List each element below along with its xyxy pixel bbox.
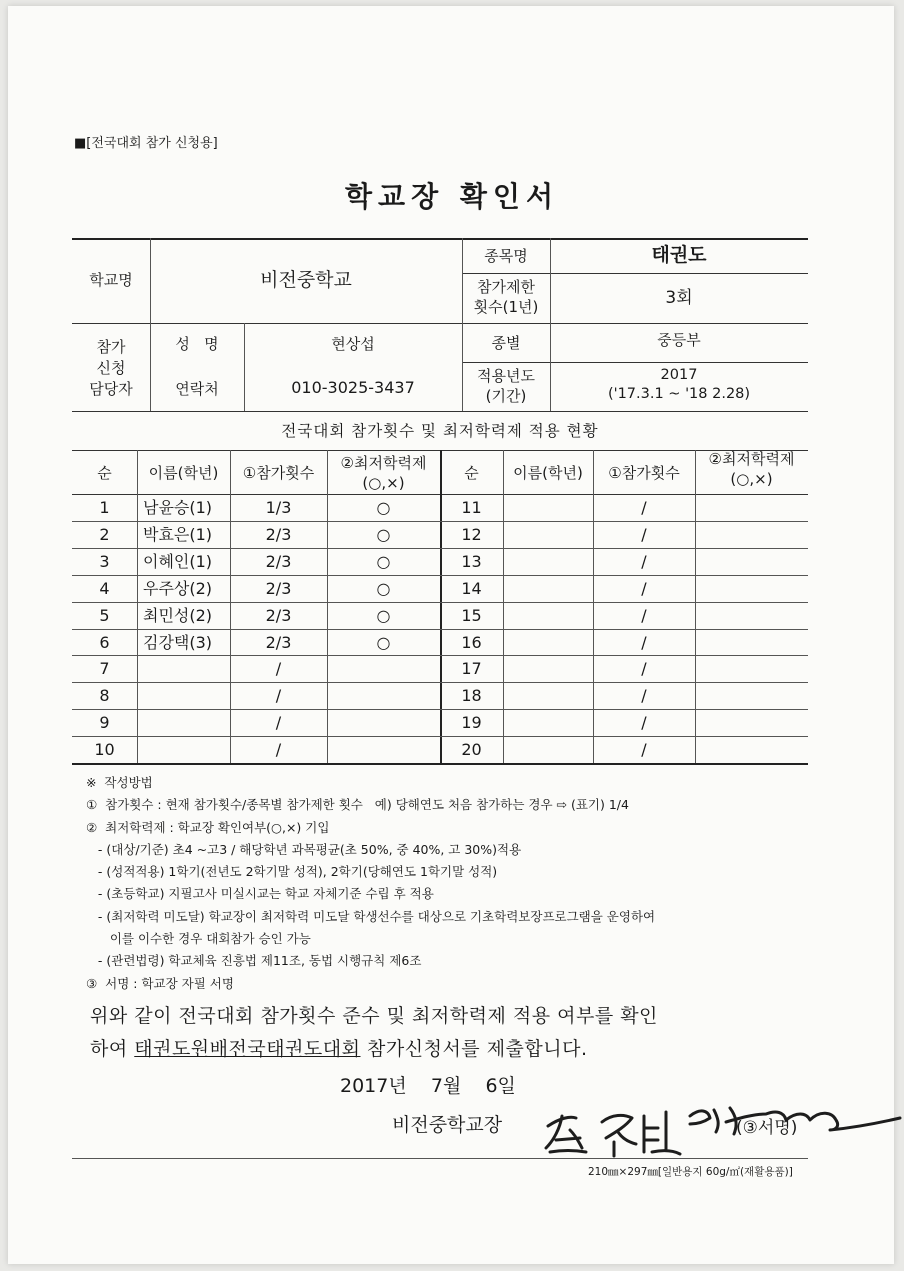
row-student-name: 박효은(1) [143,525,213,544]
note-line: - (성적적용) 1학기(전년도 2학기말 성적), 2학기(당해연도 1학기말 성적) [86,864,498,880]
row-participation-count: 2/3 [265,606,292,625]
row-student-name: 남윤승(1) [143,498,213,517]
submission-date: 2017년 7월 6일 [340,1075,516,1097]
row-participation-count: 2/3 [265,525,292,544]
row-divider [72,629,808,630]
row-participation-count: 2/3 [265,552,292,571]
row-participation-count-2: / [641,633,647,652]
row-number: 5 [99,606,110,625]
row-number: 7 [99,659,110,678]
statement-suffix: 참가신청서를 제출합니다. [360,1038,588,1060]
row-number: 1 [99,498,110,517]
row-divider [72,521,808,522]
year-label: 적용년도 (기간) [477,367,535,405]
name-label: 성 명 [175,335,219,353]
header-name: 이름(학년) [148,464,219,482]
row-participation-count: 2/3 [265,579,292,598]
row-number: 3 [99,552,110,571]
row-number-2: 11 [461,498,482,517]
row-participation-count-2: / [641,552,647,571]
category-value: 중등부 [657,331,701,349]
contact-value: 010-3025-3437 [291,378,415,397]
row-number-2: 20 [461,740,482,759]
row-student-name: 김강택(3) [143,633,213,652]
row-participation-count-2: / [641,686,647,705]
handwritten-signature [540,1088,904,1160]
note-line: ※ 작성방법 [86,775,153,790]
row-grade-rule-mark: ○ [376,498,391,517]
sport-value: 태권도 [651,244,707,266]
row-participation-count: / [275,713,282,732]
row-number-2: 18 [461,686,482,705]
document-title: 학교장 확인서 [344,180,560,213]
header-grade-rule-2: ②최저학력제 (○,×) [708,450,795,488]
header-count: ①참가횟수 [242,464,315,482]
row-number: 9 [99,713,110,732]
row-divider [72,602,808,603]
row-divider [72,548,808,549]
row-student-name: 최민성(2) [143,606,213,625]
paper-spec-footer: 210㎜×297㎜[일반용지 60g/㎡(재활용품)] [588,1166,793,1178]
row-divider [72,575,808,576]
note-line: - (최저학력 미도달) 학교장이 최저학력 미도달 학생선수를 대상으로 기초학력보장프로그램을 운영하여 [86,908,656,924]
row-grade-rule-mark: ○ [376,606,391,625]
row-number: 8 [99,686,110,705]
row-grade-rule-mark: ○ [376,552,391,571]
row-number-2: 15 [461,606,482,625]
note-line: - (관련법령) 학교체육 진흥법 제11조, 동법 시행규칙 제6조 [86,953,422,969]
limit-label: 참가제한 횟수(1년) [473,278,539,316]
row-number: 10 [94,740,115,759]
row-participation-count: 1/3 [265,498,292,517]
year-value: 2017 ('17.3.1 ~ '18 2.28) [607,367,751,402]
footer-rule [72,1158,808,1159]
header-grade-rule: ②최저학력제 (○,×) [340,454,427,492]
row-number-2: 19 [461,713,482,732]
row-participation-count: / [275,740,282,759]
participation-table-title: 전국대회 참가횟수 및 최저학력제 적용 현황 [281,422,599,440]
contact-label: 연락처 [175,380,219,398]
row-number-2: 12 [461,525,482,544]
signer-title: 비전중학교장 [392,1114,503,1136]
name-value: 현상섭 [331,335,375,353]
limit-value: 3회 [665,288,693,308]
row-number-2: 16 [461,633,482,652]
row-participation-count-2: / [641,525,647,544]
applicant-label: 참가 신청 담당자 [89,338,133,398]
note-line: ① 참가횟수 : 현재 참가횟수/종목별 참가제한 횟수 예) 당해연도 처음 참가하는 경우 ⇨ (표기) 1/4 [86,797,629,813]
row-divider [72,655,808,656]
row-participation-count: 2/3 [265,633,292,652]
row-grade-rule-mark: ○ [376,633,391,652]
note-line: - (초등학교) 지필고사 미실시교는 학교 자체기준 수립 후 적용 [86,886,434,902]
row-participation-count: / [275,686,282,705]
school-name-value: 비전중학교 [260,269,352,291]
row-participation-count-2: / [641,606,647,625]
row-participation-count-2: / [641,659,647,678]
statement-line-1: 위와 같이 전국대회 참가횟수 준수 및 최저학력제 적용 여부를 확인 [90,1005,658,1027]
header-name-2: 이름(학년) [513,464,583,482]
row-participation-count-2: / [641,498,647,517]
competition-name: 태권도원배전국태권도대회 [134,1038,361,1060]
row-grade-rule-mark: ○ [376,579,391,598]
row-number: 6 [99,633,110,652]
header-count-2: ①참가횟수 [608,464,680,482]
note-line: 이를 이수한 경우 대회참가 승인 가능 [86,931,311,947]
row-participation-count-2: / [641,713,647,732]
row-participation-count-2: / [641,579,647,598]
row-divider [72,682,808,683]
row-student-name: 우주상(2) [143,579,213,598]
header-number-2: 순 [464,464,479,482]
signature-mark: (③서명) [736,1118,798,1138]
confirmation-statement [90,1000,658,1066]
header-number: 순 [97,464,112,482]
row-number-2: 17 [461,659,482,678]
school-name-label: 학교명 [89,271,133,289]
statement-line-2 [90,1033,658,1066]
writing-instructions [86,772,655,995]
row-divider [72,709,808,710]
row-number: 4 [99,579,110,598]
sport-label: 종목명 [484,247,528,265]
row-participation-count: / [275,659,282,678]
note-line: - (대상/기준) 초4 ~고3 / 해당학년 과목평균(초 50%, 중 40%, 고 30%)적용 [86,841,522,857]
note-line: ③ 서명 : 학교장 자필 서명 [86,975,234,991]
category-label: 종별 [491,334,521,352]
row-student-name: 이혜인(1) [143,552,213,571]
row-number-2: 13 [461,552,482,571]
row-number: 2 [99,525,110,544]
row-number-2: 14 [461,579,482,598]
form-tag: ■[전국대회 참가 신청용] [74,136,218,151]
row-divider [72,736,808,737]
statement-prefix: 하여 [90,1038,135,1060]
row-participation-count-2: / [641,740,647,759]
row-grade-rule-mark: ○ [376,525,391,544]
note-line: ② 최저학력제 : 학교장 확인여부(○,×) 기입 [86,819,330,835]
